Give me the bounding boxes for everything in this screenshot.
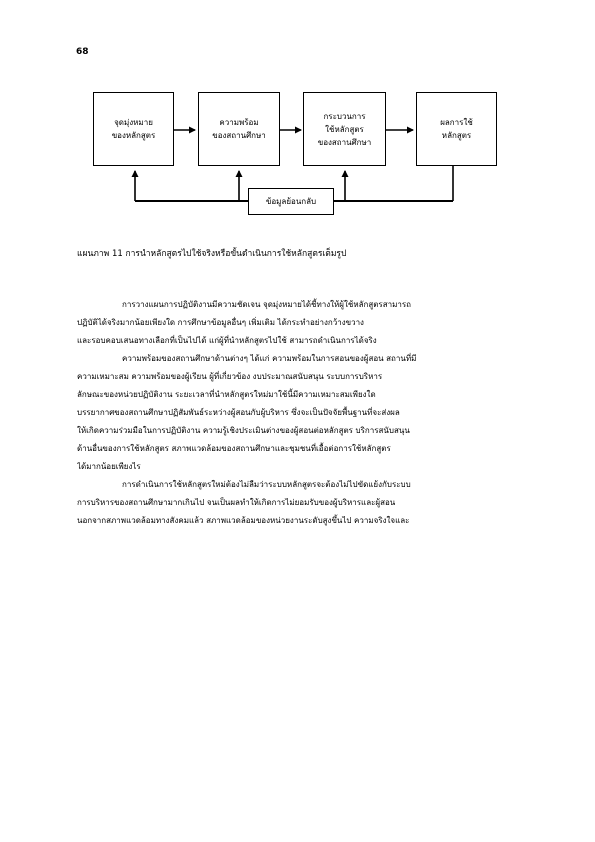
box-curriculum-results: [416, 92, 497, 166]
paragraph-line: ความเหมาะสม ความพร้อมของผู้เรียน ผู้ที่เกี่ยวข้อง งบประมาณสนับสนุน ระบบการบริหาร: [77, 372, 383, 381]
box-line: ของสถานศึกษา: [212, 131, 266, 140]
box-line: กระบวนการ: [323, 111, 366, 121]
body-text: [77, 296, 497, 530]
flow-diagram: [0, 0, 595, 230]
paragraph-line: ความพร้อมของสถานศึกษาด้านต่างๆ ได้แก่ ความพร้อมในการสอนของผู้สอน สถานที่มี: [122, 354, 417, 363]
box-line: ความพร้อม: [219, 118, 259, 127]
paragraph-line: และรอบคอบเสนอทางเลือกที่เป็นไปได้ แก่ผู้ที่นำหลักสูตรไปใช้ สามารถดำเนินการได้จริง: [77, 336, 377, 345]
paragraph-line: การบริหารของสถานศึกษามากเกินไป จนเป็นผลทำให้เกิดการไม่ยอมรับของผู้บริหารและผู้สอน: [77, 498, 396, 507]
paragraph-line: การวางแผนการปฏิบัติงานมีความชัดเจน จุดมุ่งหมายได้ชี้ทางให้ผู้ใช้หลักสูตรสามารถ: [122, 300, 411, 309]
box-implementation-process: [303, 92, 386, 166]
paragraph-line: ได้มากน้อยเพียงไร: [77, 462, 141, 471]
box-line: ของสถานศึกษา: [317, 137, 372, 147]
paragraph-line: นอกจากสภาพแวดล้อมทางสังคมแล้ว สภาพแวดล้อมของหน่วยงานระดับสูงขึ้นไป ความจริงใจและ: [77, 516, 410, 525]
paragraph-line: ปฏิบัติได้จริงมากน้อยเพียงใด การศึกษาข้อมูลอื่นๆ เพิ่มเติม ได้กระทำอย่างกว้างขวาง: [77, 318, 364, 327]
paragraph-line: ให้เกิดความร่วมมือในการปฏิบัติงาน ความรู้เชิงประเมินต่างของผู้สอนต่อหลักสูตร บริการสนับสนุน: [77, 426, 410, 435]
feedback-label: ข้อมูลย้อนกลับ: [265, 197, 317, 206]
page-number: 68: [76, 47, 89, 57]
box-line: จุดมุ่งหมาย: [114, 118, 153, 127]
box-school-readiness: [198, 92, 280, 166]
box-line: ของหลักสูตร: [111, 131, 156, 140]
paragraph-line: ลักษณะของหน่วยปฏิบัติงาน ระยะเวลาที่นำหลักสูตรใหม่มาใช้นี้มีความเหมาะสมเพียงใด: [77, 390, 376, 399]
box-line: ใช้หลักสูตร: [325, 124, 364, 134]
figure-caption: แผนภาพ 11 การนำหลักสูตรไปใช้จริงหรือขั้นดำเนินการใช้หลักสูตรเต็มรูป: [77, 249, 347, 259]
box-feedback: [248, 188, 334, 215]
paragraph-line: บรรยากาศของสถานศึกษาปฏิสัมพันธ์ระหว่างผู้สอนกับผู้บริหาร ซึ่งจะเป็นปัจจัยพื้นฐานที่จะส่งผล: [77, 408, 400, 417]
box-line: ผลการใช้: [440, 118, 473, 127]
box-curriculum-objectives: [93, 92, 174, 166]
paragraph-line: การดำเนินการใช้หลักสูตรใหม่ต้องไม่ลืมว่าระบบหลักสูตรจะต้องไม่ไปขัดแย้งกับระบบ: [122, 480, 411, 489]
paragraph-line: ด้านอื่นของการใช้หลักสูตร สภาพแวดล้อมของสถานศึกษาและชุมชนที่เอื้อต่อการใช้หลักสูตร: [77, 444, 391, 453]
box-line: หลักสูตร: [441, 131, 472, 140]
